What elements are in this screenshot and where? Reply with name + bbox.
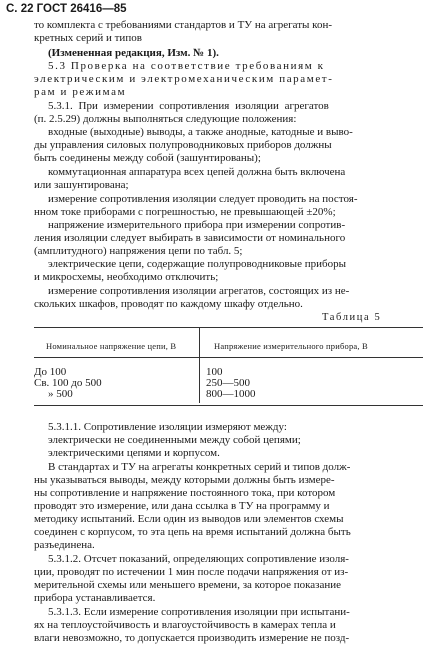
section-heading: электрическим и электромеханическим парамет- <box>34 73 334 85</box>
table-header-rule <box>34 357 423 358</box>
table-header-instrument: Напряжение измерительного прибора, В <box>214 341 368 351</box>
text-line: входные (выходные) выводы, а также анодные, катодные и выво- <box>48 126 353 138</box>
text-line: измерение сопротивления изоляции агрегатов, состоящих из не- <box>48 285 350 297</box>
text-line: В стандартах и ТУ на агрегаты конкретных серий и типов долж- <box>48 461 351 473</box>
page-header: С. 22 ГОСТ 26416—85 <box>6 3 127 15</box>
text-line: 5.3.1.1. Сопротивление изоляции измеряют между: <box>48 421 287 433</box>
table-cell-nominal: » 500 <box>48 388 73 400</box>
text-line: и микросхемы, необходимо отключить; <box>34 271 219 283</box>
text-line: электрическими цепями и корпусом. <box>48 447 220 459</box>
text-line: (п. 2.5.29) должны выполняться следующие положения: <box>34 113 297 125</box>
text-line: электрические цепи, содержащие полупроводниковые приборы <box>48 258 346 270</box>
text-line: кретных серий и типов <box>34 32 142 44</box>
table-cell-instrument: 100 <box>206 366 223 378</box>
text-line: коммутационная аппаратура всех цепей должна быть включена <box>48 166 346 178</box>
text-line: ления изоляции следует выбирать в зависимости от номинального <box>34 232 346 244</box>
text-line: мерительной схемы или меньшего времени, за которое показание <box>34 579 342 591</box>
table-cell-nominal: Св. 100 до 500 <box>34 377 102 389</box>
text-line: соединен с корпусом, то эта цепь на время испытаний должна быть <box>34 526 351 538</box>
table-cell-nominal: До 100 <box>34 366 67 378</box>
amendment-note: (Измененная редакция, Изм. № 1). <box>48 47 219 59</box>
text-line: 5.3.1.2. Отсчет показаний, определяющих сопротивление изоля- <box>48 553 349 565</box>
text-line: ны сопротивление и напряжение постоянного тока, при котором <box>34 487 336 499</box>
text-line: (амплитудного) напряжения цепи по табл. 5; <box>34 245 243 257</box>
text-line: 5.3.1. При измерении сопротивления изоляции агрегатов <box>48 100 329 112</box>
text-line: ны указываться выводы, между которыми должны быть измере- <box>34 474 335 486</box>
text-line: ды управления силовых полупроводниковых приборов должны <box>34 139 332 151</box>
table-cell-instrument: 250—500 <box>206 377 250 389</box>
table-top-rule <box>34 327 423 328</box>
text-line: нном токе приборами с погрешностью, не превышающей ±20%; <box>34 206 336 218</box>
text-line: скольких шкафов, проводят по каждому шкафу отдельно. <box>34 298 303 310</box>
table-cell-instrument: 800—1000 <box>206 388 256 400</box>
text-line: влаги невозможно, то допускается производить измерение не позд- <box>34 632 350 644</box>
table-column-divider <box>199 357 200 403</box>
text-line: ции, проводят по истечении 1 мин после подачи напряжения от из- <box>34 566 349 578</box>
text-line: или зашунтирована; <box>34 179 129 191</box>
table-bottom-rule <box>34 405 423 406</box>
text-line: быть соединены между собой (зашунтированы); <box>34 152 261 164</box>
text-line: 5.3.1.3. Если измерение сопротивления изоляции при испытани- <box>48 606 350 618</box>
section-heading: 5.3 Проверка на соответствие требованиям к <box>48 60 325 72</box>
text-line: методику испытаний. Если один из выводов или элементов схемы <box>34 513 344 525</box>
section-heading: рам и режимам <box>34 86 127 98</box>
text-line: разъединена. <box>34 539 95 551</box>
text-line: проводят это измерение, или дана ссылка в ТУ на программу и <box>34 500 330 512</box>
text-line: ях на теплоустойчивость и влагоустойчивость в камерах тепла и <box>34 619 336 631</box>
text-line: измерение сопротивления изоляции следует проводить на постоя- <box>48 193 358 205</box>
text-line: прибора устанавливается. <box>34 592 156 604</box>
table-caption: Таблица 5 <box>322 312 382 323</box>
table-header-nominal: Номинальное напряжение цепи, В <box>46 341 177 351</box>
text-line: то комплекта с требованиями стандартов и ТУ на агрегаты кон- <box>34 19 333 31</box>
text-line: напряжение измерительного прибора при измерении сопротив- <box>48 219 346 231</box>
text-line: электрически не соединенными между собой цепями; <box>48 434 301 446</box>
